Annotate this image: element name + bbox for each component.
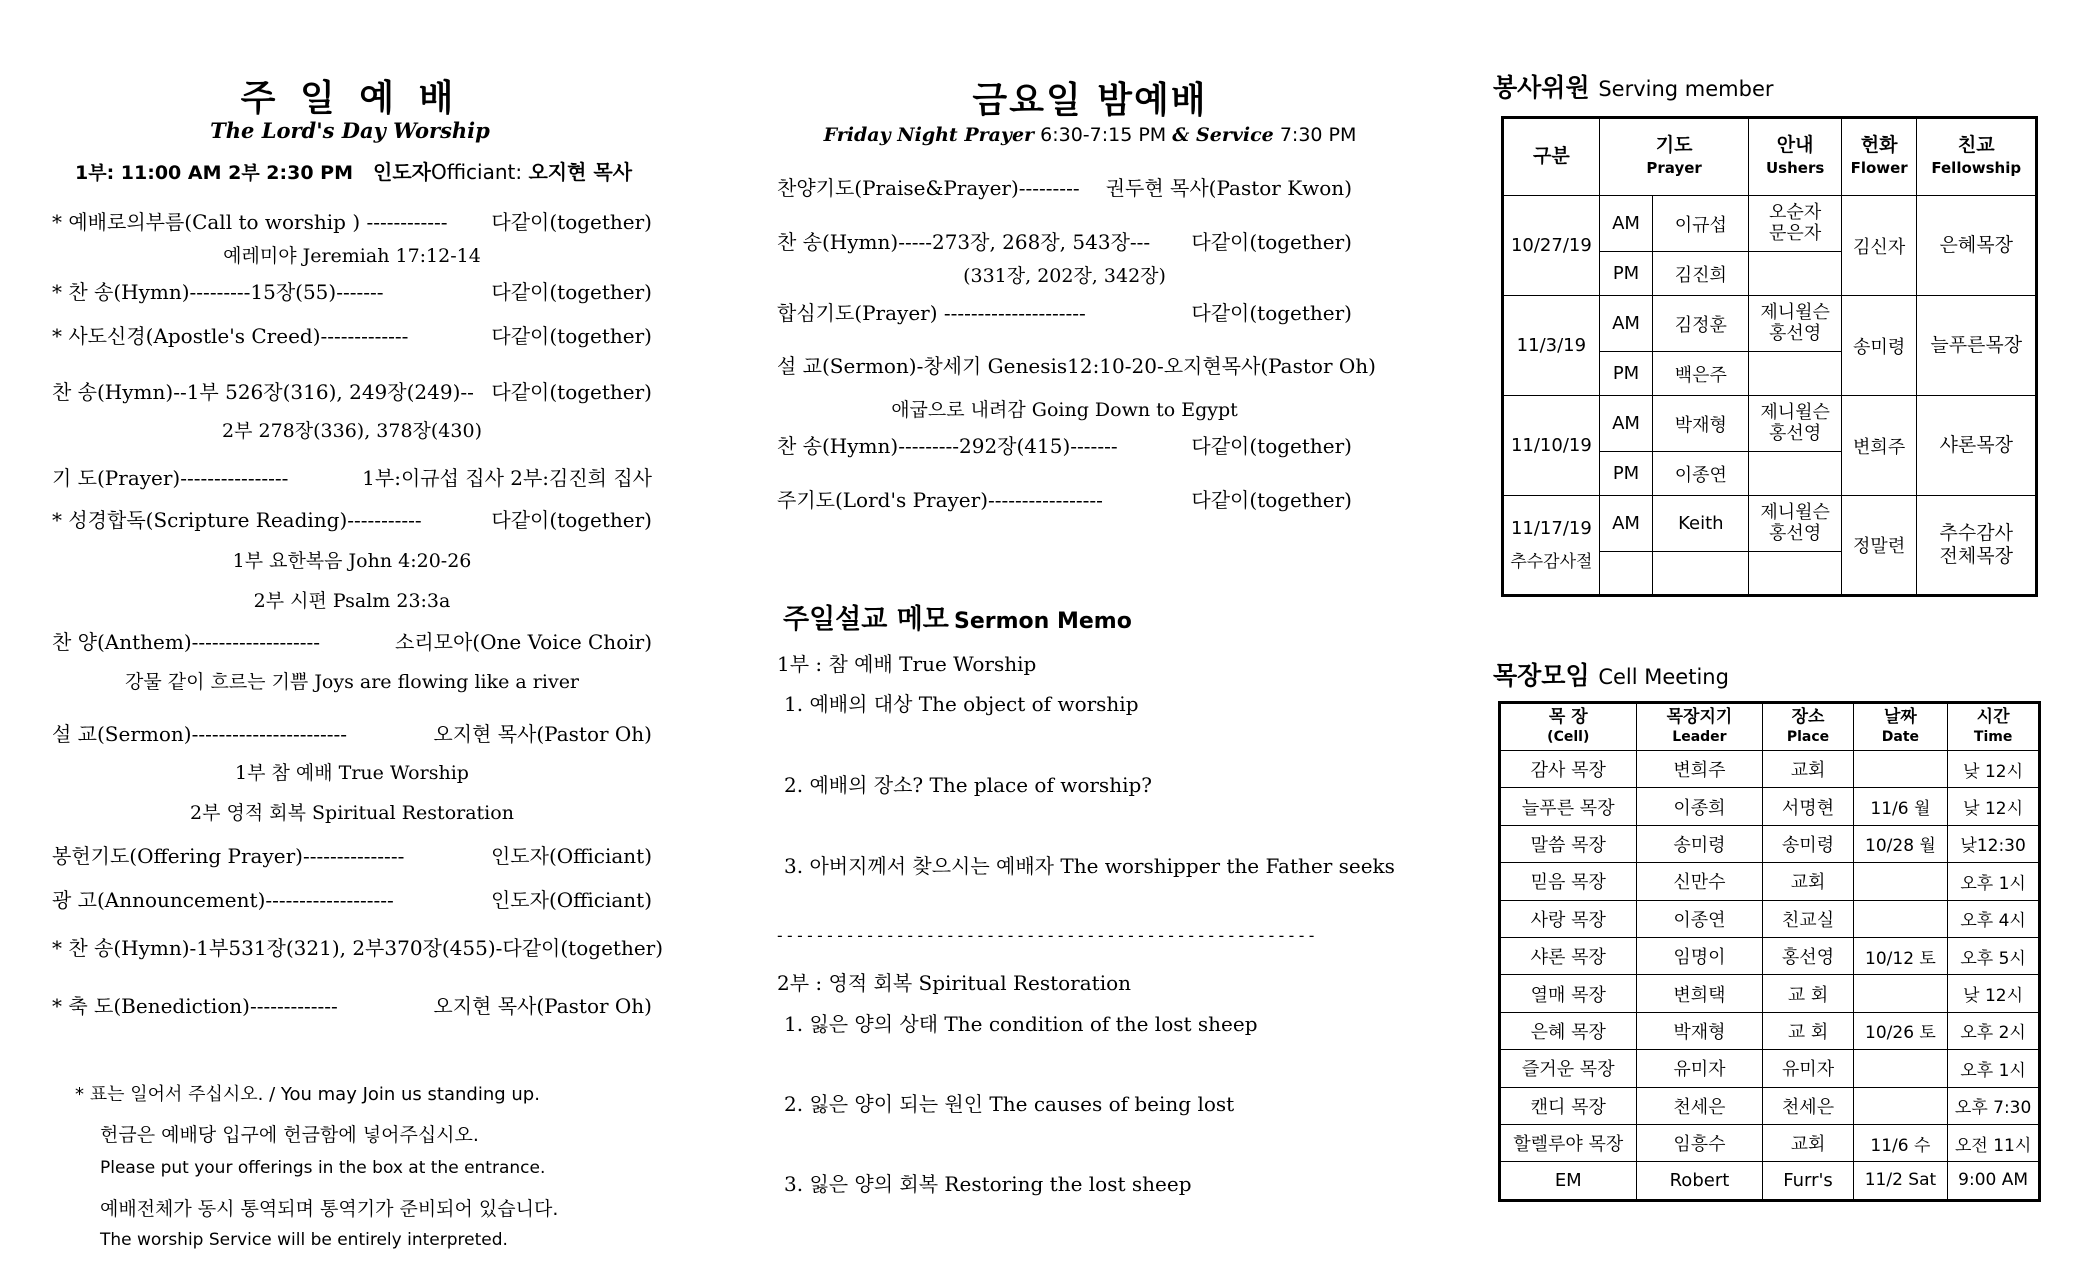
fellowship: 샤론목장 [1917,396,2037,496]
serving-week-am-row [1503,296,2037,352]
pm-label: PM [1599,252,1653,296]
cell-place: 송미령 [1763,825,1853,862]
week-date-text: 10/27/19 [1510,235,1592,256]
col-prayer: 기도 Prayer [1599,118,1749,196]
am-label: AM [1599,396,1653,452]
cell-row [1500,788,2040,825]
service-line: 강물 같이 흐르는 기쁨 Joys are flowing like a river [124,671,580,693]
cell-cell: 감사 목장 [1500,751,1637,788]
service-line [52,840,652,869]
friday-subtitle-a: Friday Night Prayer [823,124,1035,146]
officiant-label: 인도자 [373,160,431,184]
cell-row [1500,825,2040,862]
serving-title-en: Serving member [1598,77,1774,101]
cell-leader: 이종연 [1636,900,1763,937]
ushers-am: 제니윌슨 홍선영 [1749,496,1841,552]
service-line [52,884,652,913]
cell-row [1500,975,2040,1012]
cell-time: 오후 1시 [1948,863,2040,900]
note-line: * 표는 일어서 주십시오. / You may Join us standing up. [75,1084,540,1105]
cell-time: 오후 7:30 [1948,1087,2040,1124]
cell-date: 11/6 수 [1853,1124,1948,1161]
service-leader: 다같이(together) [502,936,664,960]
note-line: 헌금은 예배당 입구에 헌금함에 넣어주십시오. [100,1124,479,1146]
fellowship: 은혜목장 [1917,196,2037,296]
service-line [52,718,652,747]
flower: 변희주 [1841,396,1917,496]
memo-point: 2. 예배의 장소? The place of worship? [784,773,1152,797]
prayer-am: Keith [1653,496,1749,552]
service-line: 1부 요한복음 John 4:20-26 [232,550,472,572]
cell-leader: 박재형 [1636,1012,1763,1049]
cell-time: 오전 11시 [1948,1124,2040,1161]
cell-place: 교회 [1763,1124,1853,1161]
service-line [777,226,1352,255]
col-leader: 목장지기 Leader [1636,703,1763,751]
cell-cell: 늘푸른 목장 [1500,788,1637,825]
cell-row [1500,1050,2040,1087]
service-leader: 다같이(together) [1191,301,1352,325]
service-line [777,350,1376,379]
ushers-am: 제니윌슨 홍선영 [1749,396,1841,452]
memo-title: 주일설교 메모 [783,604,949,635]
cell-time: 낮 12시 [1948,788,2040,825]
cell-cell: 열매 목장 [1500,975,1637,1012]
note-line: The worship Service will be entirely interpreted. [100,1230,508,1250]
note-line: Please put your offerings in the box at the entrance. [100,1158,546,1178]
service-leader: 권두현 목사(Pastor Kwon) [1105,176,1352,200]
cell-time: 오후 2시 [1948,1012,2040,1049]
week-note: 추수감사절 [1510,552,1593,572]
cell-place: 교회 [1763,751,1853,788]
service-line [52,504,652,533]
service-line: 2부 278장(336), 378장(430) [222,420,482,442]
service-item: * 예배로의부름(Call to worship ) ------------ [52,210,448,234]
service-item: * 사도신경(Apostle's Creed)------------- [52,324,409,348]
serving-week-am-row [1503,496,2037,552]
service-line [777,297,1352,326]
cell-date [1853,975,1948,1012]
friday-subtitle-d: 7:30 PM [1279,124,1357,146]
cell-leader: 천세은 [1636,1087,1763,1124]
cell-cell: 말씀 목장 [1500,825,1637,862]
cell-time: 낮 12시 [1948,975,2040,1012]
memo-separator: ------------------------------------------------------ [775,926,1317,945]
memo-point: 3. 아버지께서 찾으시는 예배자 The worshipper the Father seeks [784,854,1395,878]
service-item: * 축 도(Benediction)------------- [52,994,338,1018]
serving-week-am-row [1503,396,2037,452]
cell-row [1500,863,2040,900]
cell-place: 천세은 [1763,1087,1853,1124]
cell-place: 홍선영 [1763,937,1853,974]
cell-place: 교회 [1763,863,1853,900]
cell-date: 10/26 토 [1853,1012,1948,1049]
service-item: 찬 송(Hymn)---------292장(415)------- [777,434,1118,458]
fellowship: 늘푸른목장 [1917,296,2037,396]
service-line: 애굽으로 내려감 Going Down to Egypt [891,399,1238,421]
cell-date: 11/6 월 [1853,788,1948,825]
cell-cell: 믿음 목장 [1500,863,1637,900]
cell-cell: 사랑 목장 [1500,900,1637,937]
cell-title: 목장모임 [1493,661,1590,690]
col-place: 장소 Place [1763,703,1853,751]
cell-table [1498,701,2041,1202]
week-date-text: 11/10/19 [1510,435,1592,456]
cell-leader: 임명이 [1636,937,1763,974]
cell-leader: 변희택 [1636,975,1763,1012]
service-leader: 다같이(together) [1191,434,1352,458]
service-line [52,990,652,1019]
memo-point: 1. 예배의 대상 The object of worship [784,692,1139,716]
memo-title-en: Sermon Memo [954,609,1132,634]
serving-body [1503,196,2037,596]
cell-date [1853,751,1948,788]
pm-label: PM [1599,352,1653,396]
am-label: AM [1599,196,1653,252]
memo-part1: 1부 : 참 예배 True Worship [777,652,1037,676]
cell-time: 오후 4시 [1948,900,2040,937]
cell-cell: 캔디 목장 [1500,1087,1637,1124]
cell-place: 교 회 [1763,1012,1853,1049]
cell-cell: 은혜 목장 [1500,1012,1637,1049]
col-ushers: 안내 Ushers [1749,118,1841,196]
service-item: 찬 송(Hymn)--1부 526장(316), 249장(249)-- [52,380,474,404]
cell-row [1500,1012,2040,1049]
serving-table [1501,116,2038,597]
service-leader: 인도자(Officiant) [490,888,652,912]
friday-subtitle-b: 6:30-7:15 PM [1040,124,1167,146]
service-item: * 찬 송(Hymn)---------15장(55)------- [52,280,384,304]
cell-row [1500,937,2040,974]
ushers-pm [1749,252,1841,296]
service-leader: 다같이(together) [491,508,652,532]
col-flower: 헌화 Flower [1841,118,1917,196]
ushers-am: 오순자 문은자 [1749,196,1841,252]
friday-title: 금요일 밤예배 [972,80,1208,121]
service-leader: 다같이(together) [491,280,652,304]
service-leader: 다같이(together) [1191,230,1352,254]
service-line: (331장, 202장, 342장) [963,265,1166,287]
week-date-text: 11/17/19 [1510,518,1592,539]
service-line [777,484,1352,513]
service-leader: 1부:이규섭 집사 2부:김진희 집사 [362,466,652,490]
service-item: 합심기도(Prayer) --------------------- [777,301,1086,325]
cell-time: 오후 1시 [1948,1050,2040,1087]
serving-heading [1493,68,1774,104]
cell-row [1500,1162,2040,1200]
ushers-pm [1749,552,1841,596]
service-line: 2부 시편 Psalm 23:3a [253,590,451,612]
cell-date: 10/12 토 [1853,937,1948,974]
cell-date [1853,900,1948,937]
sunday-title: 주 일 예 배 [240,78,460,119]
serving-title: 봉사위원 [1493,73,1590,102]
prayer-pm: 이종연 [1653,452,1749,496]
service-leader: 오지현 목사(Pastor Oh) [433,722,652,746]
cell-leader: 유미자 [1636,1050,1763,1087]
service-line [52,206,652,235]
cell-row [1500,1124,2040,1161]
service-line [52,376,652,405]
cell-date: 10/28 월 [1853,825,1948,862]
service-item: 설 교(Sermon)----------------------- [52,722,348,746]
service-line [52,276,652,305]
service-line [52,932,664,961]
am-label: AM [1599,496,1653,552]
cell-place: 친교실 [1763,900,1853,937]
service-item: 광 고(Announcement)------------------- [52,888,394,912]
ushers-am: 제니윌슨 홍선영 [1749,296,1841,352]
friday-subtitle-c: & Service [1172,124,1274,146]
cell-leader: 임흥수 [1636,1124,1763,1161]
col-cell: 목 장 (Cell) [1500,703,1637,751]
cell-leader: 송미령 [1636,825,1763,862]
prayer-am: 이규섭 [1653,196,1749,252]
fellowship: 추수감사 전체목장 [1917,496,2037,596]
cell-time: 낮 12시 [1948,751,2040,788]
serving-week-am-row [1503,196,2037,252]
prayer-pm: 김진희 [1653,252,1749,296]
service-line [52,462,652,491]
cell-row [1500,751,2040,788]
service-leader: 인도자(Officiant) [490,844,652,868]
sunday-times: 1부: 11:00 AM 2부 2:30 PM [75,162,354,184]
week-date [1503,196,1600,296]
service-line: 2부 영적 회복 Spiritual Restoration [190,802,514,824]
cell-leader: Robert [1636,1162,1763,1200]
service-item: 찬 양(Anthem)------------------- [52,630,321,654]
friday-subtitle [770,124,1410,146]
service-item: * 찬 송(Hymn)-1부531장(321), 2부370장(455)- [52,936,503,960]
service-item: * 성경합독(Scripture Reading)----------- [52,508,422,532]
service-item: 찬 송(Hymn)-----273장, 268장, 543장--- [777,230,1151,254]
cell-title-en: Cell Meeting [1598,665,1729,689]
pm-label [1599,552,1653,596]
cell-row [1500,900,2040,937]
col-fellowship: 친교 Fellowship [1917,118,2037,196]
cell-heading [1493,656,1729,692]
service-leader: 다같이(together) [491,210,652,234]
note-line: 예배전체가 동시 통역되며 통역기가 준비되어 있습니다. [100,1198,559,1220]
flower: 송미령 [1841,296,1917,396]
service-line [777,172,1352,201]
sunday-officiant [373,156,632,185]
memo-heading [783,597,1132,636]
cell-row [1500,1087,2040,1124]
service-leader: 오지현 목사(Pastor Oh) [433,994,652,1018]
cell-cell: 할렐루야 목장 [1500,1124,1637,1161]
service-item: 기 도(Prayer)---------------- [52,466,289,490]
memo-point: 1. 잃은 양의 상태 The condition of the lost sheep [784,1012,1258,1036]
week-date [1503,296,1600,396]
cell-place: 유미자 [1763,1050,1853,1087]
memo-part2: 2부 : 영적 회복 Spiritual Restoration [777,971,1132,995]
service-item: 설 교(Sermon)-창세기 Genesis12:10-20-오지현목사(Pastor Oh) [777,354,1376,378]
prayer-am: 김정훈 [1653,296,1749,352]
cell-place: 서명현 [1763,788,1853,825]
col-time: 시간 Time [1948,703,2040,751]
service-line [52,320,652,349]
cell-body [1500,751,2040,1201]
service-line [777,430,1352,459]
cell-cell: EM [1500,1162,1637,1200]
cell-place: 교 회 [1763,975,1853,1012]
flower: 김신자 [1841,196,1917,296]
service-item: 주기도(Lord's Prayer)----------------- [777,488,1103,512]
cell-header-row [1500,703,2040,751]
prayer-am: 박재형 [1653,396,1749,452]
cell-time: 9:00 AM [1948,1162,2040,1200]
ushers-pm [1749,452,1841,496]
cell-time: 오후 5시 [1948,937,2040,974]
cell-cell: 샤론 목장 [1500,937,1637,974]
service-leader: 다같이(together) [1191,488,1352,512]
cell-leader: 변희주 [1636,751,1763,788]
ushers-pm [1749,352,1841,396]
pm-label: PM [1599,452,1653,496]
service-item: 봉헌기도(Offering Prayer)--------------- [52,844,405,868]
sunday-subtitle: The Lord's Day Worship [210,118,490,143]
prayer-pm [1653,552,1749,596]
cell-date [1853,1087,1948,1124]
serving-header-row [1503,118,2037,196]
cell-date [1853,863,1948,900]
week-date [1503,396,1600,496]
service-line: 1부 참 예배 True Worship [235,762,469,784]
service-leader: 소리모아(One Voice Choir) [395,630,652,654]
col-date: 날짜 Date [1853,703,1948,751]
officiant-en: Officiant: [430,160,523,184]
cell-leader: 이종희 [1636,788,1763,825]
week-date-text: 11/3/19 [1516,335,1587,356]
week-date [1503,496,1600,596]
am-label: AM [1599,296,1653,352]
service-leader: 다같이(together) [491,380,652,404]
memo-point: 2. 잃은 양이 되는 원인 The causes of being lost [784,1092,1235,1116]
service-item: 찬양기도(Praise&Prayer)--------- [777,176,1080,200]
cell-cell: 즐거운 목장 [1500,1050,1637,1087]
service-line [52,626,652,655]
flower: 정말련 [1841,496,1917,596]
cell-date: 11/2 Sat [1853,1162,1948,1200]
prayer-pm: 백은주 [1653,352,1749,396]
service-leader: 다같이(together) [491,324,652,348]
officiant-name: 오지현 목사 [528,160,633,184]
cell-leader: 신만수 [1636,863,1763,900]
service-line: 예레미야 Jeremiah 17:12-14 [223,245,481,267]
memo-point: 3. 잃은 양의 회복 Restoring the lost sheep [784,1172,1192,1196]
cell-date [1853,1050,1948,1087]
cell-time: 낮12:30 [1948,825,2040,862]
col-category: 구분 [1503,118,1600,196]
cell-place: Furr's [1763,1162,1853,1200]
